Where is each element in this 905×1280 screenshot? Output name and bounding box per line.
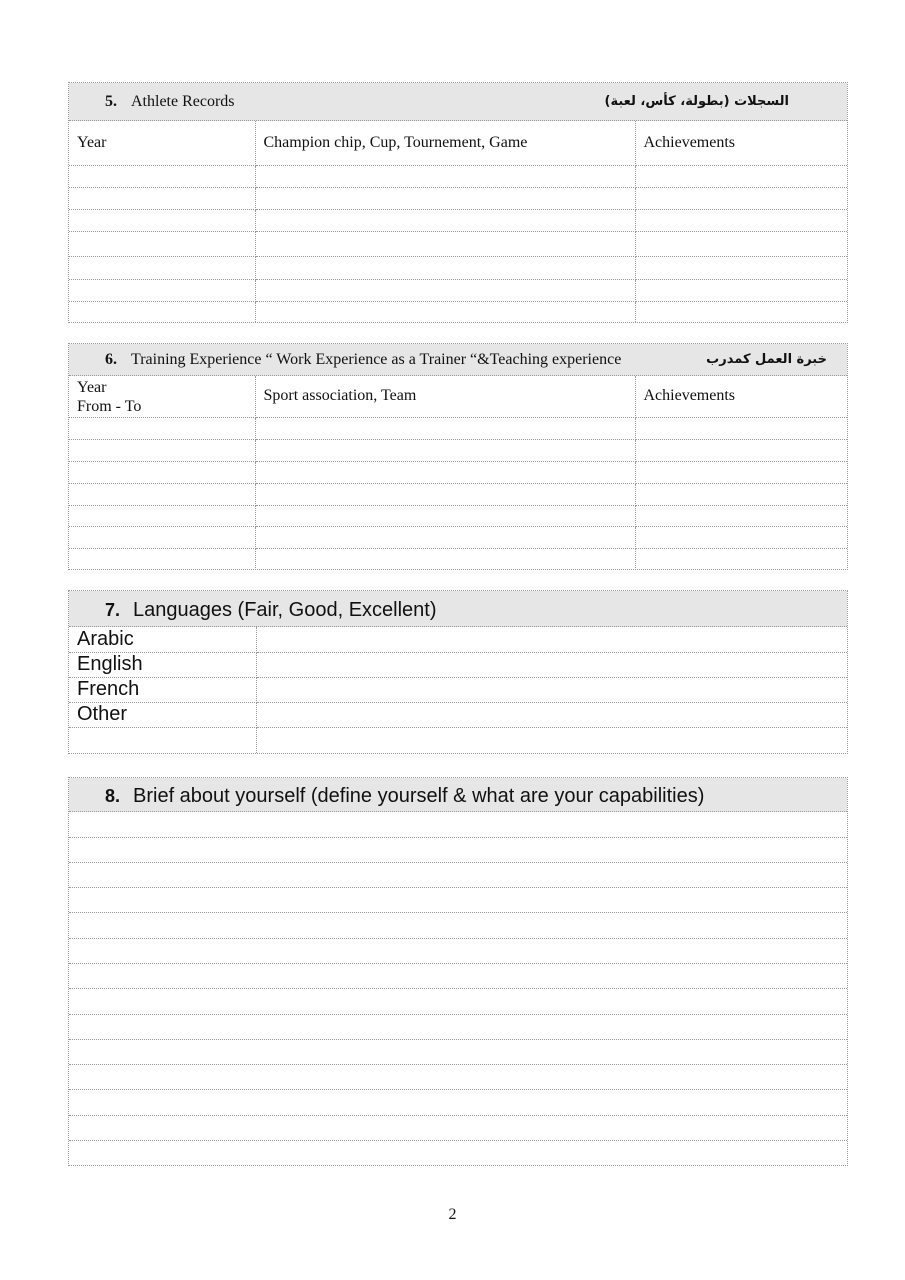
line-cell[interactable]: [69, 912, 847, 938]
year-cell[interactable]: [69, 526, 255, 548]
writing-line[interactable]: [69, 1064, 847, 1089]
achievement-cell[interactable]: [635, 483, 847, 505]
line-cell[interactable]: [69, 1140, 847, 1165]
writing-line[interactable]: [69, 1140, 847, 1165]
achievement-cell[interactable]: [635, 439, 847, 461]
table-row: [69, 627, 847, 652]
language-label: French: [69, 677, 256, 702]
section-number: 8.: [105, 786, 121, 806]
writing-line[interactable]: [69, 963, 847, 988]
achievement-cell[interactable]: [635, 165, 847, 187]
table-row[interactable]: [69, 461, 847, 483]
line-cell[interactable]: [69, 887, 847, 912]
event-cell[interactable]: [255, 279, 635, 301]
column-header: Year: [69, 121, 255, 165]
achievement-cell[interactable]: [635, 505, 847, 526]
writing-line[interactable]: [69, 938, 847, 963]
language-level-field[interactable]: [256, 702, 847, 727]
year-cell[interactable]: [69, 279, 255, 301]
section-languages: [68, 590, 848, 754]
association-cell[interactable]: [255, 526, 635, 548]
achievement-cell[interactable]: [635, 231, 847, 256]
association-cell[interactable]: [255, 505, 635, 526]
column-header: [69, 376, 255, 417]
section-number: 5.: [105, 93, 117, 110]
column-header: Achievements: [635, 376, 847, 417]
table-header-row: [69, 376, 847, 417]
language-label: Arabic: [69, 627, 256, 652]
line-cell[interactable]: [69, 1039, 847, 1064]
line-cell[interactable]: [69, 1064, 847, 1089]
table-row[interactable]: [69, 417, 847, 439]
achievement-cell[interactable]: [635, 461, 847, 483]
association-cell[interactable]: [255, 417, 635, 439]
from-to-label: From - To: [77, 397, 142, 415]
achievement-cell[interactable]: [635, 187, 847, 209]
table-row[interactable]: [69, 301, 847, 322]
writing-line[interactable]: [69, 988, 847, 1014]
page-number: 2: [448, 1206, 457, 1223]
event-cell[interactable]: [255, 301, 635, 322]
achievement-cell[interactable]: [635, 209, 847, 231]
achievement-cell[interactable]: [635, 301, 847, 322]
writing-line[interactable]: [69, 887, 847, 912]
table-row: [69, 702, 847, 727]
section-title: Athlete Records: [131, 93, 235, 110]
writing-line[interactable]: [69, 1115, 847, 1140]
table-row[interactable]: [69, 439, 847, 461]
language-level-field[interactable]: [256, 652, 847, 677]
line-cell[interactable]: [69, 812, 847, 837]
table-row[interactable]: [69, 483, 847, 505]
year-cell[interactable]: [69, 439, 255, 461]
line-cell[interactable]: [69, 1014, 847, 1039]
column-header: Achievements: [635, 121, 847, 165]
year-cell[interactable]: [69, 209, 255, 231]
event-cell[interactable]: [255, 231, 635, 256]
achievement-cell[interactable]: [635, 526, 847, 548]
line-cell[interactable]: [69, 938, 847, 963]
section-number: 7.: [105, 600, 121, 620]
training-experience-table: [69, 376, 847, 570]
section-training-experience: [68, 343, 848, 570]
year-cell[interactable]: [69, 301, 255, 322]
athlete-records-table: [69, 121, 847, 322]
table-row[interactable]: [69, 209, 847, 231]
section-number: 6.: [105, 351, 117, 368]
year-cell[interactable]: [69, 483, 255, 505]
line-cell[interactable]: [69, 963, 847, 988]
association-cell[interactable]: [255, 461, 635, 483]
table-row[interactable]: [69, 548, 847, 570]
table-row[interactable]: [69, 187, 847, 209]
year-cell[interactable]: [69, 417, 255, 439]
year-cell[interactable]: [69, 461, 255, 483]
brief-lines: [69, 812, 847, 1165]
writing-line[interactable]: [69, 862, 847, 887]
association-cell[interactable]: [255, 548, 635, 570]
line-cell[interactable]: [69, 837, 847, 862]
table-row: [69, 727, 847, 753]
table-row[interactable]: [69, 165, 847, 187]
column-header: Sport association, Team: [255, 376, 635, 417]
achievement-cell[interactable]: [635, 417, 847, 439]
section-title: Languages (Fair, Good, Excellent): [133, 599, 437, 621]
year-label: Year: [77, 378, 107, 396]
table-row: [69, 677, 847, 702]
writing-line[interactable]: [69, 837, 847, 862]
association-cell[interactable]: [255, 439, 635, 461]
section-header: [69, 778, 847, 812]
line-cell[interactable]: [69, 988, 847, 1014]
section-header: [69, 344, 847, 376]
achievement-cell[interactable]: [635, 279, 847, 301]
language-label: English: [69, 652, 256, 677]
writing-line[interactable]: [69, 1089, 847, 1115]
achievement-cell[interactable]: [635, 256, 847, 279]
year-cell[interactable]: [69, 187, 255, 209]
section-athlete-records: [68, 82, 848, 323]
line-cell[interactable]: [69, 1089, 847, 1115]
table-row[interactable]: [69, 231, 847, 256]
line-cell[interactable]: [69, 862, 847, 887]
table-row[interactable]: [69, 279, 847, 301]
language-label: Other: [69, 702, 256, 727]
table-header-row: [69, 121, 847, 165]
event-cell[interactable]: [255, 165, 635, 187]
language-level-field[interactable]: [256, 627, 847, 652]
table-row[interactable]: [69, 256, 847, 279]
year-cell[interactable]: [69, 256, 255, 279]
section-header: [69, 591, 847, 627]
section-header: [69, 83, 847, 121]
languages-table: [69, 627, 847, 753]
year-cell[interactable]: [69, 548, 255, 570]
table-row[interactable]: [69, 505, 847, 526]
section-arabic-title: خبرة العمل كمدرب: [706, 352, 827, 367]
achievement-cell[interactable]: [635, 548, 847, 570]
year-cell[interactable]: [69, 231, 255, 256]
language-label[interactable]: [69, 727, 256, 753]
writing-line[interactable]: [69, 1039, 847, 1064]
section-brief-about-yourself: [68, 777, 848, 1166]
association-cell[interactable]: [255, 483, 635, 505]
writing-line[interactable]: [69, 1014, 847, 1039]
table-row: [69, 652, 847, 677]
writing-line[interactable]: [69, 912, 847, 938]
language-level-field[interactable]: [256, 727, 847, 753]
year-cell[interactable]: [69, 165, 255, 187]
event-cell[interactable]: [255, 209, 635, 231]
language-level-field[interactable]: [256, 677, 847, 702]
line-cell[interactable]: [69, 1115, 847, 1140]
table-row[interactable]: [69, 526, 847, 548]
year-cell[interactable]: [69, 505, 255, 526]
section-arabic-title: السجلات (بطولة، كأس، لعبة): [604, 94, 789, 109]
event-cell[interactable]: [255, 187, 635, 209]
writing-line[interactable]: [69, 812, 847, 837]
event-cell[interactable]: [255, 256, 635, 279]
section-title: Training Experience “ Work Experience as a Trainer “&Teaching experience: [131, 351, 622, 368]
column-header: Champion chip, Cup, Tournement, Game: [255, 121, 635, 165]
section-title: Brief about yourself (define yourself & what are your capabilities): [133, 785, 705, 807]
